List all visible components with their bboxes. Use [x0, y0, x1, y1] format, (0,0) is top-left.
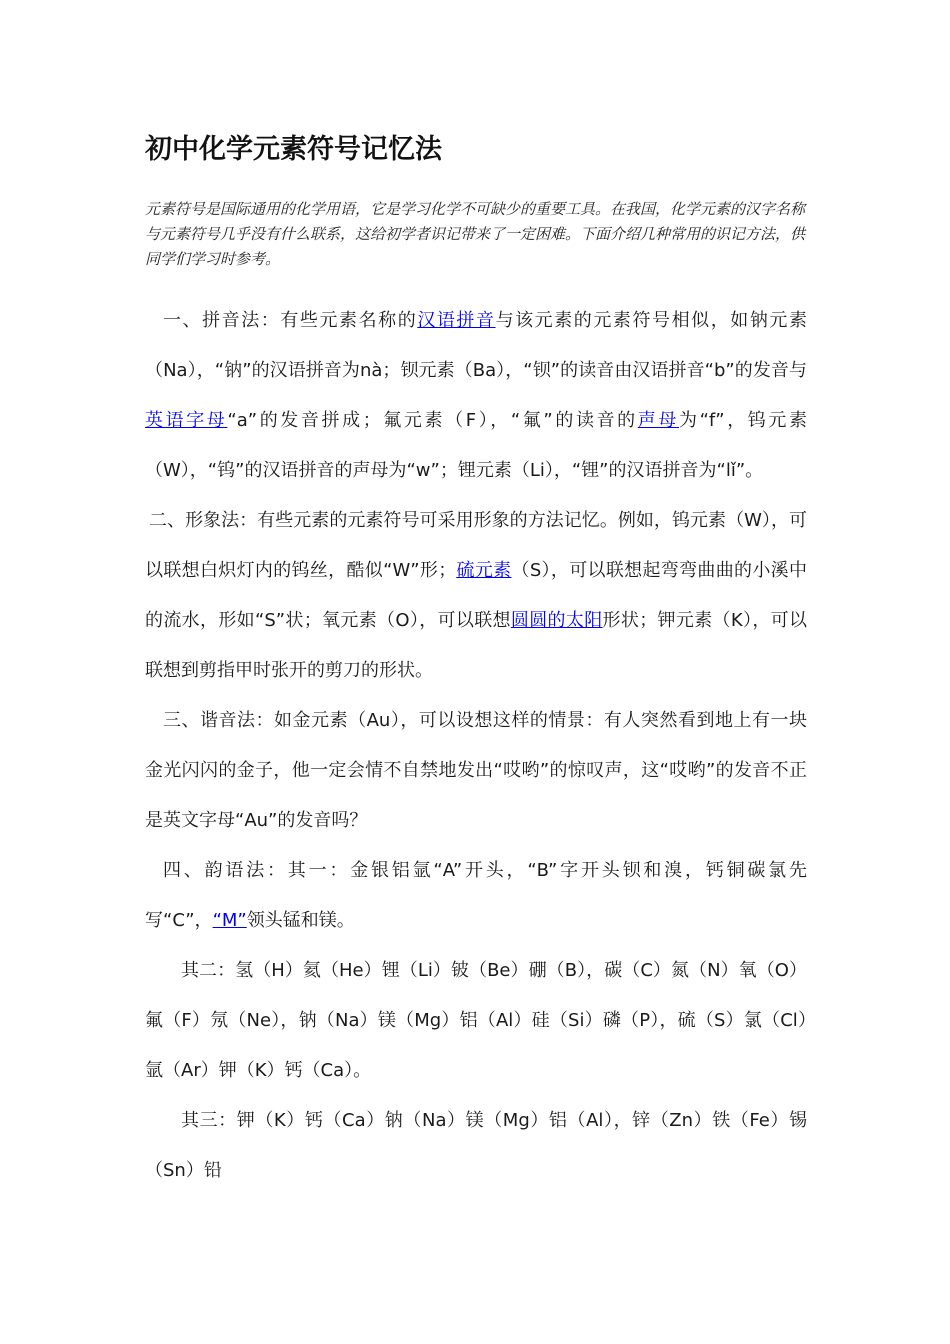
- paragraph-pinyin-method: [145, 296, 807, 496]
- text-run: 一、拼音法：有些元素名称的: [163, 310, 418, 331]
- paragraph-rhyme-two: [145, 946, 807, 1096]
- link-letter-m[interactable]: “M”: [212, 910, 247, 931]
- text-run: 四、韵语法：其一：金银铝氩“A”开头，“B”字开头钡和溴，钙铜碳氯先写“C”，: [145, 860, 807, 931]
- text-run: 三、谐音法：如金元素（Au），可以设想这样的情景：有人突然看到地上有一块金光闪闪的金子，他一定会情不自禁地发出“哎哟”的惊叹声，这“哎哟”的发音不正是英文字母“Au”的发音吗？: [145, 710, 807, 831]
- text-run: 形状；钾元素（K），可以联想到剪指甲时张开的剪刀的形状。: [145, 610, 807, 681]
- link-initial-consonant[interactable]: 声母: [637, 410, 679, 431]
- paragraph-image-method: [145, 496, 807, 696]
- paragraph-rhyme-three: [145, 1096, 807, 1196]
- text-run: 与该元素的元素符号相似，如钠元素（Na），“钠”的汉语拼音为nà；钡元素（Ba），“钡”的读音由汉语拼音“b”的发音与: [145, 310, 807, 381]
- link-round-sun[interactable]: 圆圆的太阳: [510, 610, 603, 631]
- intro-paragraph: 元素符号是国际通用的化学用语，它是学习化学不可缺少的重要工具。在我国，化学元素的汉字名称与元素符号几乎没有什么联系，这给初学者识记带来了一定困难。下面介绍几种常用的识记方法，供同学们学习时参考。: [145, 200, 806, 268]
- article-body: [145, 296, 807, 1196]
- link-hanyu-pinyin[interactable]: 汉语拼音: [417, 310, 496, 331]
- paragraph-homophone-method: [145, 696, 807, 846]
- text-run: 其三：钾（K）钙（Ca）钠（Na）镁（Mg）铝（Al），锌（Zn）铁（Fe）锡（Sn）铅: [145, 1110, 807, 1181]
- link-sulfur-element[interactable]: 硫元素: [456, 560, 512, 581]
- document-title: 初中化学元素符号记忆法: [145, 134, 442, 165]
- text-run: 领头锰和镁。: [246, 910, 355, 931]
- text-run: “a”的发音拼成；氟元素（F），“氟”的读音的: [227, 410, 638, 431]
- text-run: 二、形象法：有些元素的元素符号可采用形象的方法记忆。例如，钨元素（W），可以联想白炽灯内的钨丝，酷似“W”形；: [145, 510, 807, 581]
- text-run: （S），可以联想起弯弯曲曲的小溪中的流水，形如“S”状；氧元素（O），可以联想: [145, 560, 808, 631]
- text-run: 为“f”，钨元素（W），“钨”的汉语拼音的声母为“w”；锂元素（Li），“锂”的汉语拼音为“lǐ”。: [145, 410, 808, 481]
- paragraph-rhyme-method: [145, 846, 807, 946]
- link-english-letters[interactable]: 英语字母: [145, 410, 228, 431]
- text-run: 其二：氢（H）氦（He）锂（Li）铍（Be）硼（B），碳（C）氮（N）氧（O）氟（F）氖（Ne），钠（Na）镁（Mg）铝（Al）硅（Si）磷（P），硫（S）氯（Cl）氩（Ar）钾（K）钙（Ca）。: [145, 960, 807, 1081]
